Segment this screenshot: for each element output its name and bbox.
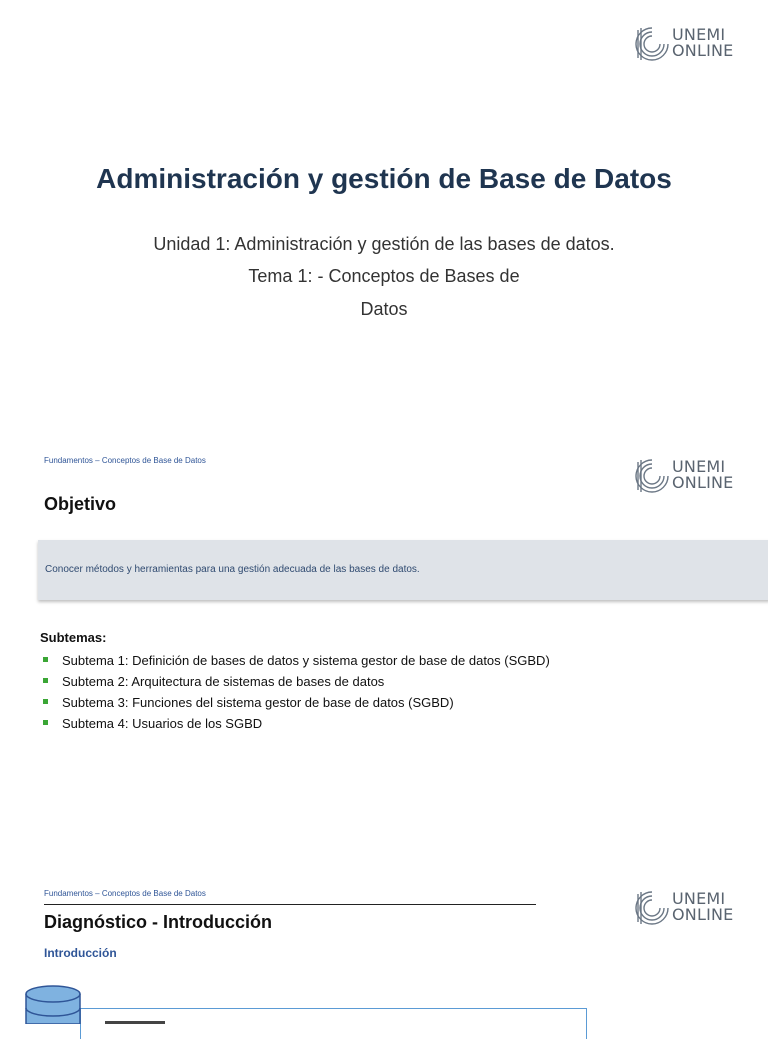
diagnostico-heading: Diagnóstico - Introducción [44,912,272,932]
subtema-text: Subtema 3: Funciones del sistema gestor de base de datos (SGBD) [62,695,454,710]
subtema-list [40,650,550,734]
logo-text-unemi: UNEMI [672,889,726,908]
logo-text-online: ONLINE [672,473,734,492]
logo-mark-icon [634,456,670,496]
bullet-square-icon [43,678,48,683]
list-item [40,650,550,671]
topic-subtitle-line2: Datos [360,299,408,319]
subtemas-label: Subtemas: [40,630,107,645]
objective-box [38,540,768,600]
unemi-online-logo [634,888,744,930]
header-divider [44,904,536,905]
subtema-text: Subtema 1: Definición de bases de datos y sistema gestor de base de datos (SGBD) [62,653,550,668]
unemi-online-logo [634,456,744,498]
topic-subtitle-line1: Tema 1: - Conceptos de Bases de [248,266,520,286]
list-item [40,692,550,713]
objective-heading: Objetivo [44,494,117,514]
slide-header-fundamentos: Fundamentos – Conceptos de Base de Datos [44,456,206,465]
subtema-text: Subtema 2: Arquitectura de sistemas de bases de datos [62,674,385,689]
objective-text: Conocer métodos y herramientas para una gestión adecuada de las bases de datos. [45,564,420,575]
presentation-title: Administración y gestión de Base de Datos [96,163,672,194]
logo-mark-icon [634,24,670,64]
unemi-online-logo [634,24,744,66]
unit-subtitle: Unidad 1: Administración y gestión de las bases de datos. [153,234,615,254]
logo-text-unemi: UNEMI [672,457,726,476]
list-item [40,713,550,734]
database-icon [24,984,84,1024]
bullet-square-icon [43,720,48,725]
subtema-text: Subtema 4: Usuarios de los SGBD [62,716,263,731]
logo-text-unemi: UNEMI [672,25,726,44]
slide-header-fundamentos: Fundamentos – Conceptos de Base de Datos [44,889,206,898]
list-item [40,671,550,692]
logo-mark-icon [634,888,670,928]
introduccion-label: Introducción [44,946,117,960]
bullet-square-icon [43,699,48,704]
logo-text-online: ONLINE [672,41,734,60]
bullet-square-icon [43,657,48,662]
logo-text-online: ONLINE [672,905,734,924]
